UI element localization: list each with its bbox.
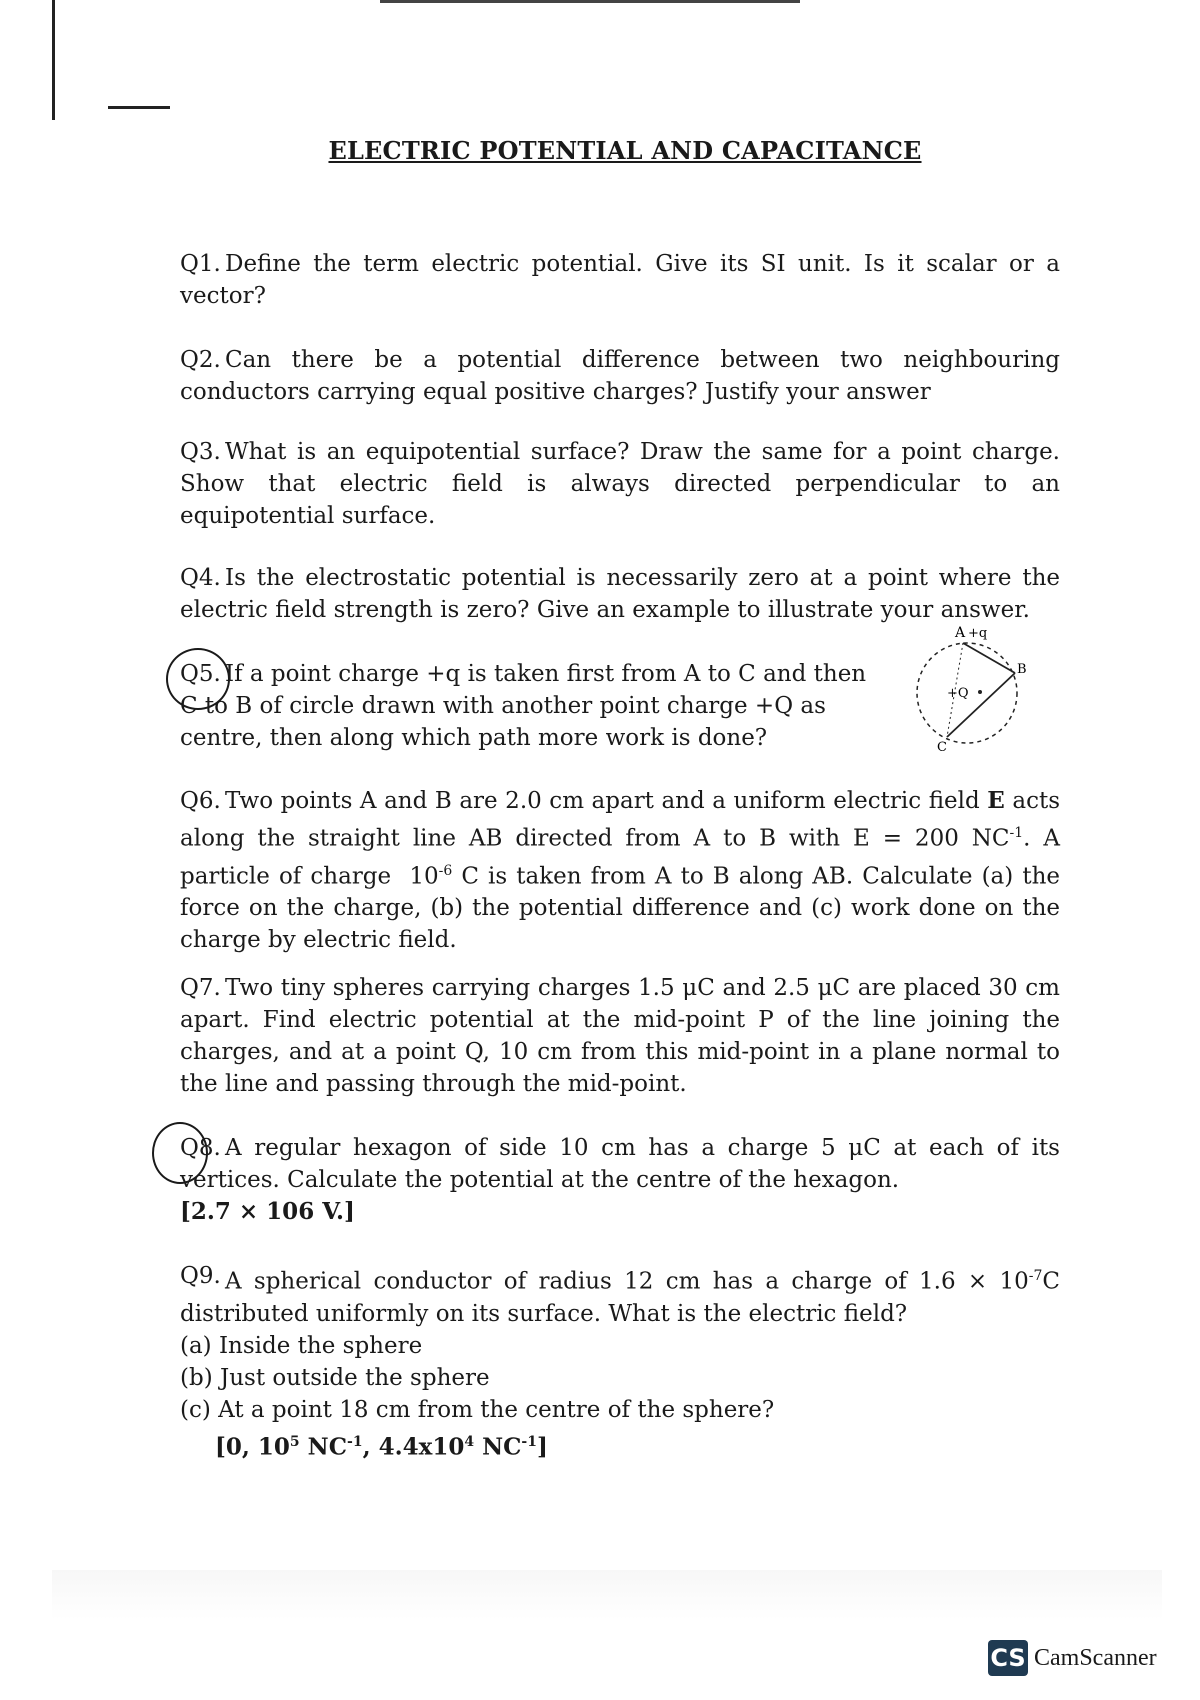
- question-text: What is an equipotential surface? Draw the same for a point charge. Show that electric field is always directed perpendicular to an equipotential surface.: [180, 439, 1060, 529]
- answer-part: NC: [474, 1433, 522, 1461]
- superscript: -6: [438, 862, 453, 879]
- question-1: [180, 248, 1060, 312]
- question-text: Can there be a potential difference between two neighbouring conductors carrying equal positive charges? Justify your answer: [180, 347, 1060, 405]
- circle-diagram: [905, 625, 1035, 755]
- camscanner-watermark: [988, 1640, 1157, 1676]
- label-a: A: [955, 625, 966, 641]
- superscript: -1: [1009, 825, 1024, 841]
- question-6: [180, 785, 1060, 956]
- question-text: Is the electrostatic potential is necessarily zero at a point where the electric field strength is zero? Give an example to illustrate your answer.: [180, 565, 1060, 623]
- question-7: [180, 972, 1060, 1100]
- superscript: -1: [521, 1433, 537, 1450]
- paper-shade: [52, 1570, 1162, 1620]
- label-plus-q: +q: [968, 626, 988, 641]
- camscanner-logo-icon: CS: [988, 1640, 1028, 1676]
- field-symbol: E: [987, 787, 1005, 814]
- question-number: Q2.: [180, 347, 221, 373]
- question-text: acts along the straight line AB directed from A to B with E = 200 NC: [180, 788, 1060, 852]
- question-text: A regular hexagon of side 10 cm has a charge 5 μC at each of its vertices. Calculate the potential at the centre of the hexagon.: [180, 1135, 1060, 1193]
- question-number: Q5.: [180, 661, 221, 687]
- answer: [2.7 × 106 V.]: [180, 1198, 355, 1225]
- answer-part: , 4.4x10: [362, 1433, 465, 1461]
- answer-part: ]: [536, 1433, 548, 1461]
- margin-dash: [108, 106, 170, 109]
- answer-part: NC: [299, 1433, 348, 1461]
- question-number: Q4.: [180, 565, 221, 591]
- question-9: [180, 1260, 1060, 1463]
- question-text: A spherical conductor of radius 12 cm has a charge of 1.6 × 10: [225, 1268, 1029, 1295]
- label-c: C: [937, 740, 947, 755]
- question-text: C is taken from A to B along AB. Calculate (a) the force on the charge, (b) the potential difference and (c) work done on the charge by electric field.: [180, 863, 1060, 954]
- question-text: If a point charge +q is taken first from A to C and then C to B of circle drawn with another point charge +Q as centre, then along which path more work is done?: [180, 661, 867, 751]
- question-number: Q1.: [180, 251, 221, 277]
- question-part: (a) Inside the sphere: [180, 1332, 423, 1359]
- superscript: 5: [289, 1433, 300, 1450]
- question-8: [180, 1132, 1060, 1228]
- question-3: [180, 436, 1060, 532]
- camscanner-text: CamScanner: [1034, 1644, 1157, 1671]
- question-2: [180, 344, 1060, 408]
- question-5: [180, 658, 880, 754]
- question-text: . A particle of charge: [180, 825, 1061, 890]
- superscript: -7: [1028, 1268, 1043, 1284]
- question-number: Q7.: [180, 975, 221, 1001]
- label-b: B: [1017, 662, 1027, 677]
- answer-part: [0, 10: [215, 1433, 290, 1461]
- question-text: C distributed uniformly on its surface. What is the electric field?: [180, 1268, 1060, 1327]
- scan-top-shadow: [380, 0, 800, 3]
- charge-value: 10: [409, 863, 439, 890]
- question-text: Two tiny spheres carrying charges 1.5 μC and 2.5 μC are placed 30 cm apart. Find electric potential at the mid-point P of the line joining the charges, and at a point Q, 10 cm from this mid-point in a plane normal to the line and passing through the mid-point.: [180, 975, 1060, 1097]
- page-title: ELECTRIC POTENTIAL AND CAPACITANCE: [328, 136, 922, 165]
- question-text: Two points A and B are 2.0 cm apart and a uniform electric field: [225, 788, 980, 814]
- superscript: 4: [464, 1433, 475, 1450]
- question-text: Define the term electric potential. Give its SI unit. Is it scalar or a vector?: [180, 251, 1060, 309]
- question-number: Q8.: [180, 1135, 221, 1161]
- question-number: Q9.: [180, 1263, 221, 1289]
- question-number: Q3.: [180, 439, 221, 465]
- answer: [180, 1426, 1060, 1464]
- question-part: (c) At a point 18 cm from the centre of the sphere?: [180, 1396, 775, 1423]
- superscript: -1: [347, 1433, 363, 1450]
- scan-edge: [52, 0, 55, 120]
- question-number: Q6.: [180, 788, 221, 814]
- question-4: [180, 562, 1060, 626]
- question-part: (b) Just outside the sphere: [180, 1364, 490, 1391]
- label-center-charge: +Q: [947, 686, 969, 701]
